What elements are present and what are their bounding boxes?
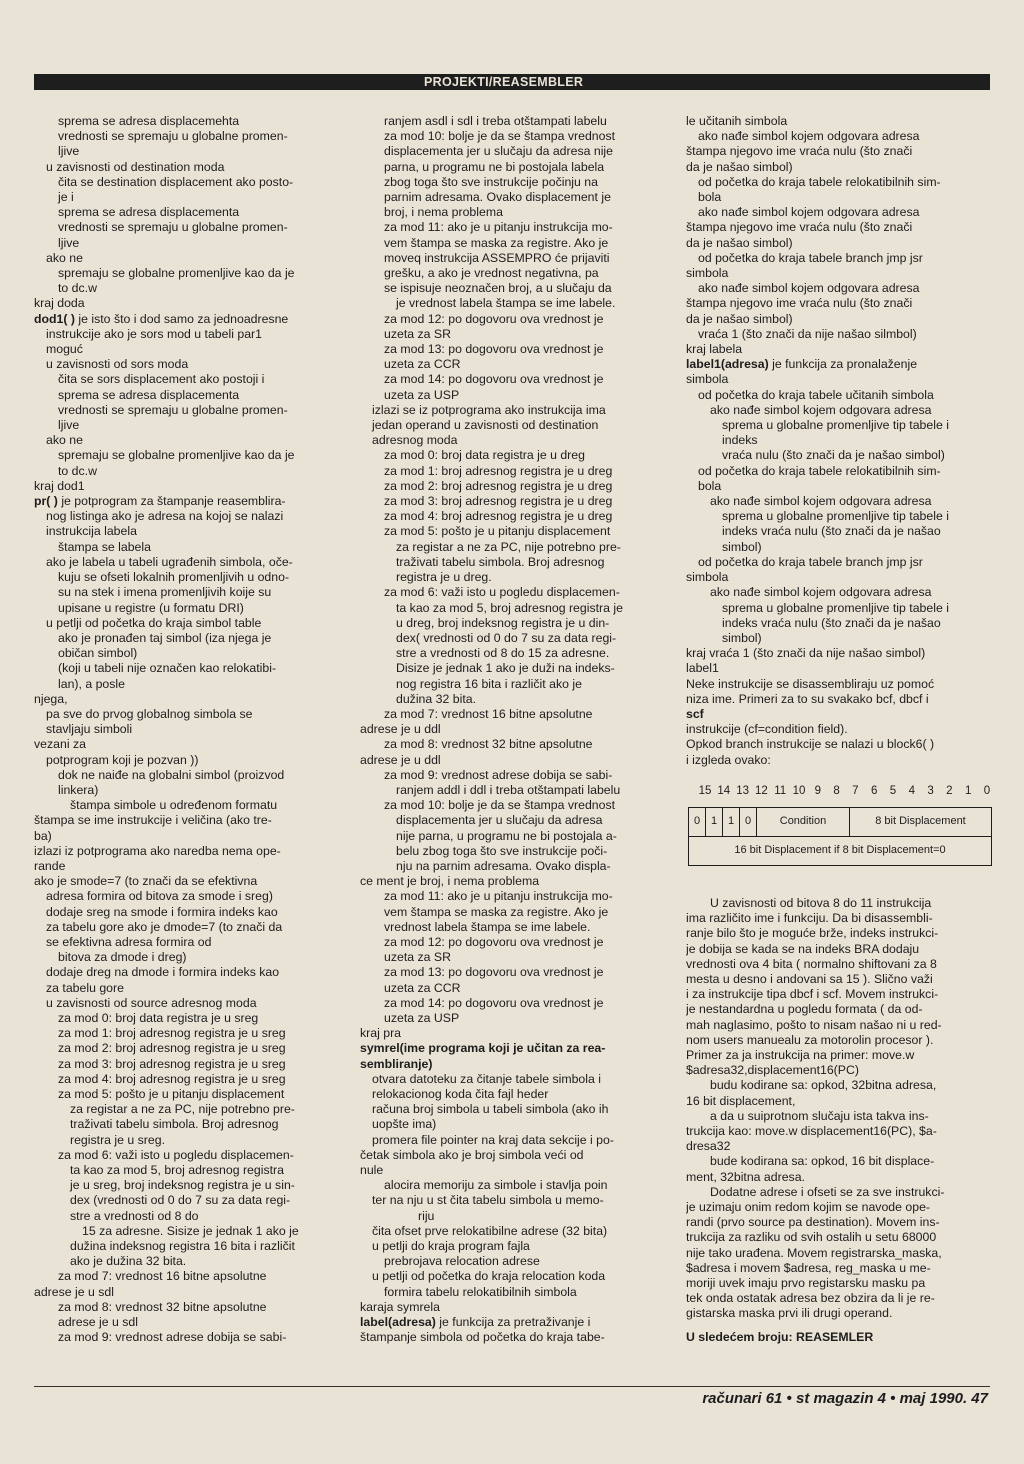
- text-line: vem štampa se maska za registre. Ako je: [384, 235, 609, 250]
- text-line: sprema u globalne promenljive tip tabele i: [722, 418, 949, 433]
- text-line: linkera): [58, 782, 99, 797]
- text-line: mesta u desno i andovani sa 15 ). Slično važi: [686, 971, 933, 986]
- text-line: za mod 12: po dogovoru ova vrednost je: [384, 934, 604, 949]
- text-line: potprogram koji je pozvan )): [46, 752, 199, 767]
- text-line: za mod 0: broj data registra je u dreg: [384, 448, 585, 463]
- text-line: upisane u registre (u formatu DRI): [58, 600, 244, 615]
- text-line: štampa se labela: [58, 539, 151, 554]
- text-line: Disize je jednak 1 ako je duži na indeks-: [396, 661, 615, 676]
- text-line: za mod 5: pošto je u pitanju displacement: [58, 1087, 285, 1101]
- text-line: simbola: [686, 266, 729, 281]
- text-line: vrednosti se spremaju u globalne promen-: [58, 129, 288, 144]
- text-line: dodaje sreg na smode i formira indeks kao: [46, 904, 278, 919]
- bit-number: 3: [927, 784, 934, 797]
- text-line: adresnog moda: [372, 433, 458, 448]
- bit-number: 0: [983, 784, 991, 797]
- text-line: dužina 32 bita.: [396, 691, 476, 706]
- text-line: za tabelu gore ako je dmode=7 (to znači da: [46, 919, 283, 934]
- text-line: vrednosti se spremaju u globalne promen-: [58, 220, 288, 235]
- text-line: kraj pra: [360, 1026, 402, 1041]
- bottom-rule: [34, 1386, 990, 1387]
- format-cell: 1: [723, 807, 740, 836]
- text-line: za mod 1: broj adresnog registra je u dreg: [384, 463, 613, 478]
- text-line: vrednost labela štampa se ime labele.: [384, 919, 591, 934]
- bit-number: 8: [833, 784, 840, 797]
- text-line: nju na parnim adresama. Ovako displa-: [396, 858, 611, 873]
- text-line: stre a vrednosti od 8 do 15 za adresne.: [396, 646, 610, 661]
- text-line: za mod 2: broj adresnog registra je u sreg: [58, 1041, 286, 1056]
- text-line: nije parna, u programu ne bi postojala a-: [396, 828, 617, 843]
- text-line: simbola: [686, 570, 729, 585]
- text-line: ako nađe simbol kojem odgovara adresa: [710, 494, 932, 509]
- text-line: adrese je u sdl: [58, 1315, 138, 1330]
- column-3: [686, 114, 992, 1345]
- text-line: ako nađe simbol kojem odgovara adresa: [710, 585, 932, 600]
- text-line: uzeta za CCR: [384, 357, 461, 372]
- text-line: parnim adresama. Ovako displacement je: [384, 190, 611, 205]
- text-line: vezani za: [34, 737, 86, 752]
- text-line: za mod 4: broj adresnog registra je u dreg: [384, 509, 613, 524]
- text-line: i za instrukcije tipa dbcf i scf. Movem instrukci-: [686, 987, 939, 1002]
- function-name: label(adresa): [360, 1315, 436, 1330]
- text-line: uzeta za SR: [384, 326, 451, 341]
- text-line: za mod 8: vrednost 32 bitne apsolutne: [384, 737, 593, 752]
- text-line: [34, 494, 340, 509]
- text-line: sprema se adresa displacementa: [58, 387, 240, 402]
- text-line: jedan operand u zavisnosti od destination: [372, 418, 599, 433]
- text-line: za mod 14: po dogovoru ova vrednost je: [384, 995, 604, 1010]
- text-line: relokacionog koda čita fajl heder: [372, 1087, 549, 1101]
- text-line: kraj labela: [686, 342, 743, 357]
- text-line: od početka do kraja tabele relokatibilnih sim-: [698, 174, 941, 189]
- text-line: je u sreg, broj indeksnog registra je u sin-: [70, 1178, 295, 1193]
- text-line: ima različito ime i funkciju. Da bi disassembli-: [686, 911, 933, 926]
- text-line: prebrojava relocation adrese: [384, 1254, 540, 1269]
- text-line: od početka do kraja tabele relokatibilnih sim-: [698, 463, 941, 478]
- text-line: za mod 3: broj adresnog registra je u sreg: [58, 1056, 286, 1071]
- text-rest: je funkcija za pretraživanje i: [435, 1315, 591, 1330]
- text-line: štampa njegovo ime vraća nulu (što znači: [686, 296, 913, 311]
- text-line: se ispisuje neoznačen broj, a u slučaju da: [384, 281, 612, 296]
- bit-number: 12: [754, 784, 768, 797]
- text-line: za mod 9: vrednost adrese dobija se sabi-: [384, 767, 613, 782]
- text-line: je uzimaju onim redom kojim se navode ope-: [686, 1200, 931, 1214]
- text-line: za mod 13: po dogovoru ova vrednost je: [384, 965, 604, 980]
- text-line: a da u suiprotnom slučaju ista takva ins-: [710, 1108, 929, 1123]
- text-line: se efektivna adresa formira od: [46, 934, 212, 949]
- text-line: nog listinga ako je adresa na kojoj se nalazi: [46, 509, 284, 524]
- text-line: bitova za dmode i dreg): [58, 950, 187, 965]
- text-line: za mod 5: pošto je u pitanju displacement: [384, 524, 611, 539]
- text-line: spremaju se globalne promenljive kao da je: [58, 448, 295, 463]
- text-line: u zavisnosti od sors moda: [46, 357, 189, 372]
- text-line: simbola: [686, 372, 729, 387]
- text-line: od početka do kraja tabele učitanih simbola: [698, 387, 934, 402]
- text-line: ta kao za mod 5, broj adresnog registra: [70, 1163, 284, 1178]
- text-line: instrukcije ako je sors mod u tabeli par1: [46, 326, 262, 341]
- text-line: moveq instrukcija ASSEMPRO će prijaviti: [384, 250, 610, 265]
- text-line: bola: [698, 190, 722, 205]
- text-line: dužina indeksnog registra 16 bita i različit: [70, 1239, 295, 1254]
- text-line: je nestandardna u pogledu formata ( da od-: [686, 1002, 923, 1017]
- bit-number: 9: [814, 784, 821, 797]
- text-rest: je potprogram za štampanje reasemblira-: [57, 494, 286, 509]
- function-name: label1(adresa): [686, 357, 769, 372]
- text-line: ranje bilo što je moguće brže, indeks instrukci-: [686, 926, 939, 941]
- text-line: niza ime. Primeri za to su svakako bcf, dbcf i: [686, 691, 929, 706]
- text-line: stavljaju simboli: [46, 722, 133, 737]
- text-line: uzeta za CCR: [384, 980, 461, 995]
- bit-number: 5: [889, 784, 897, 797]
- text-line: bola: [698, 478, 722, 493]
- text-line: ter na nju u st čita tabelu simbola u memo-: [372, 1193, 604, 1208]
- text-line: Primer za ja instrukcija na primer: move.w: [686, 1047, 915, 1062]
- text-line: broj, i nema problema: [384, 205, 503, 220]
- text-line: sembliranje): [360, 1056, 433, 1071]
- text-line: ako nađe simbol kojem odgovara adresa: [710, 402, 932, 417]
- text-line: da je našao simbol): [686, 159, 793, 174]
- text-line: $adresa i movem $adresa, reg_maska u me-: [686, 1260, 931, 1275]
- column-2: [360, 114, 666, 1345]
- text-line: za mod 6: važi isto u pogledu displacemen-: [384, 585, 620, 600]
- text-line: štampanje simbola od početka do kraja tabe-: [360, 1330, 605, 1345]
- text-line: 16 bit displacement,: [686, 1093, 796, 1108]
- text-line: izlazi se iz potprograma ako instrukcija ima: [372, 402, 606, 417]
- format-row-2: [689, 836, 992, 865]
- text-line: da je našao simbol): [686, 235, 793, 250]
- column-1: [34, 114, 340, 1345]
- text-line: u petlji od početka do kraja relocation koda: [372, 1269, 606, 1284]
- text-line: štampa simbole u određenom formatu: [70, 798, 278, 813]
- text-line: dok ne naiđe na globalni simbol (proizvod: [58, 767, 285, 782]
- text-line: registra je u sreg.: [70, 1132, 166, 1147]
- format-cell: 0: [740, 807, 757, 836]
- text-line: je dobija se kada se na indeks BRA dodaju: [686, 941, 920, 956]
- text-line: ako je pronađen taj simbol (iza njega je: [58, 630, 272, 645]
- text-line: instrukcija labela: [46, 524, 137, 539]
- text-line: za registar a ne za PC, nije potrebno pre-: [396, 539, 621, 554]
- text-line: label1: [686, 661, 719, 676]
- text-line: rande: [34, 858, 66, 873]
- text-line: nule: [360, 1163, 384, 1178]
- column-3-text-bottom: [686, 896, 992, 1322]
- text-line: ako ne: [46, 433, 83, 448]
- function-name: pr( ): [34, 494, 58, 509]
- text-line: nije tako urađena. Movem registrarska_maska,: [686, 1245, 942, 1260]
- text-line: ljive: [58, 418, 80, 433]
- text-line: uopšte ima): [372, 1117, 437, 1132]
- text-line: četak simbola ako je broj simbola veći od: [360, 1147, 584, 1162]
- text-line: za mod 10: bolje je da se štampa vrednost: [384, 798, 616, 813]
- text-line: u petlji do kraja program fajla: [372, 1239, 530, 1254]
- page-footer: računari 61 • st magazin 4 • maj 1990. 47: [702, 1390, 988, 1407]
- text-line: u dreg, broj indeksnog registra je u din-: [396, 615, 610, 630]
- text-line: belu zbog toga što sve instrukcije poči-: [396, 843, 608, 858]
- text-line: u zavisnosti od source adresnog moda: [46, 995, 257, 1010]
- text-line: promera file pointer na kraj data sekcije i po-: [372, 1132, 614, 1147]
- bit-numbers-row: [686, 784, 996, 799]
- section-title: PROJEKTI/REASEMBLER: [418, 74, 589, 90]
- text-line: (koji u tabeli nije označen kao relokatibi-: [58, 661, 277, 676]
- text-line: za mod 12: po dogovoru ova vrednost je: [384, 311, 604, 326]
- text-line: dex (vrednosti od 0 do 7 su za data regi-: [70, 1193, 291, 1208]
- function-name: dod1( ): [34, 311, 75, 326]
- bit-number: 15: [698, 784, 712, 797]
- text-line: za mod 7: vrednost 16 bitne apsolutne: [384, 706, 593, 721]
- text-line: za mod 11: ako je u pitanju instrukcija mo-: [384, 220, 613, 235]
- text-line: displacementa jer u slučaju da adresa: [396, 813, 603, 828]
- text-line: štampa se ime instrukcije i veličina (ako tre-: [34, 813, 272, 828]
- text-line: randi (prvo source pa destination). Movem ins-: [686, 1215, 940, 1230]
- text-line: za mod 14: po dogovoru ova vrednost je: [384, 372, 604, 387]
- text-line: sprema u globalne promenljive tip tabele i: [722, 600, 949, 615]
- text-line: ranjem addl i ddl i treba otštampati labelu: [396, 782, 621, 797]
- text-line: od početka do kraja tabele branch jmp jsr: [698, 554, 923, 569]
- text-line: njega,: [34, 691, 68, 706]
- text-line: registra je u dreg.: [396, 570, 492, 585]
- text-line: u zavisnosti od destination moda: [46, 159, 225, 174]
- text-line: 15 za adresne. Sisize je jednak 1 ako je: [82, 1223, 299, 1238]
- bit-number: 10: [792, 784, 806, 797]
- text-line: [34, 312, 340, 327]
- text-line: su na stek i imena promenljivih koije su: [58, 585, 272, 600]
- text-line: čita se sors displacement ako postoji i: [58, 372, 265, 387]
- text-line: vraća nulu (što znači da je našao simbol): [722, 448, 945, 463]
- text-line: za mod 1: broj adresnog registra je u sreg: [58, 1026, 286, 1041]
- text-line: trukcija za razliku od svih ostalih u setu 68000: [686, 1230, 937, 1245]
- text-line: čita ofset prve relokatibilne adrese (32 bita): [372, 1223, 608, 1238]
- text-line: je i: [58, 190, 74, 205]
- bit-number: 11: [774, 784, 787, 797]
- text-line: za mod 10: bolje je da se štampa vrednost: [384, 129, 616, 144]
- text-line: za mod 13: po dogovoru ova vrednost je: [384, 342, 604, 357]
- text-line: ranjem asdl i sdl i treba otštampati labelu: [384, 114, 607, 128]
- text-line: štampa njegovo ime vraća nulu (što znači: [686, 144, 913, 159]
- text-line: kraj vraća 1 (što znači da nije našao simbol): [686, 646, 926, 661]
- text-line: alocira memoriju za simbole i stavlja poin: [384, 1178, 608, 1193]
- text-line: za mod 8: vrednost 32 bitne apsolutne: [58, 1299, 267, 1314]
- text-line: ce ment je broj, i nema problema: [360, 874, 540, 889]
- text-line: spremaju se globalne promenljive kao da je: [58, 266, 295, 281]
- text-line: Opkod branch instrukcije se nalazi u block6( ): [686, 737, 935, 752]
- text-line: trukcija kao: move.w displacement16(PC), $a-: [686, 1123, 937, 1138]
- text-line: dresa32: [686, 1139, 731, 1154]
- text-line: uzeta za USP: [384, 387, 460, 402]
- next-issue-note: U sledećem broju: REASEMLER: [686, 1329, 874, 1344]
- format-cell: 1: [706, 807, 723, 836]
- text-line: vem štampa se maska za registre. Ako je: [384, 904, 609, 919]
- text-line: za mod 9: vrednost adrese dobija se sabi-: [58, 1330, 287, 1345]
- format-cell: 0: [689, 807, 706, 836]
- text-line: adrese je u ddl: [360, 722, 441, 737]
- text-line: pa sve do prvog globalnog simbola se: [46, 706, 253, 721]
- bit-number: 2: [946, 784, 953, 797]
- text-line: kuju se ofseti lokalnih promenljivih u odno-: [58, 570, 290, 585]
- text-line: moguć: [46, 342, 83, 357]
- text-line: za mod 3: broj adresnog registra je u dreg: [384, 494, 613, 509]
- text-line: gistarska maska prvi ili drugi operand.: [686, 1306, 893, 1321]
- bit-number: 6: [870, 784, 878, 797]
- text-line: $adresa32,displacement16(PC): [686, 1063, 859, 1078]
- text-line: ba): [34, 828, 52, 843]
- text-line: karaja symrela: [360, 1299, 440, 1314]
- text-line: dex( vrednosti od 0 do 7 su za data regi-: [396, 630, 617, 645]
- text-line: za mod 11: ako je u pitanju instrukcija mo-: [384, 889, 613, 904]
- text-line: štampa njegovo ime vraća nulu (što znači: [686, 220, 913, 235]
- text-line: lan), a posle: [58, 676, 125, 691]
- text-line: parna, u programu ne bi postojala labela: [384, 159, 605, 174]
- text-line: ako je labela u tabeli ugrađenih simbola, oče-: [46, 554, 293, 569]
- text-line: za mod 7: vrednost 16 bitne apsolutne: [58, 1269, 267, 1284]
- text-line: adresa formira od bitova za smode i sreg): [46, 889, 273, 904]
- text-line: sprema se adresa displacemehta: [58, 114, 240, 128]
- text-line: displacementa jer u slučaju da adresa nije: [384, 144, 613, 159]
- text-line: sprema u globalne promenljive tip tabele i: [722, 509, 949, 524]
- text-line: računa broj simbola u tabeli simbola (ako ih: [372, 1102, 609, 1117]
- text-line: vrednosti ova 4 bita ( normalno shiftovani za 8: [686, 956, 937, 971]
- text-line: formira tabelu relokatibilnih simbola: [384, 1284, 577, 1299]
- text-line: za mod 4: broj adresnog registra je u sreg: [58, 1071, 286, 1086]
- text-line: ako je dužina 32 bita.: [70, 1254, 187, 1269]
- text-line: za mod 2: broj adresnog registra je u dreg: [384, 478, 613, 493]
- text-line: Neke instrukcije se disassembliraju uz pomoć: [686, 676, 935, 691]
- text-line: le učitanih simbola: [686, 114, 788, 128]
- bit-number: 4: [908, 784, 915, 797]
- format-cell-condition: Condition: [757, 807, 850, 836]
- text-line: indeks vraća nulu (što znači da je našao: [722, 615, 941, 630]
- format-cell-displacement: 8 bit Displacement: [850, 807, 992, 836]
- text-line: simbol): [722, 539, 762, 554]
- text-line: scf: [686, 706, 704, 721]
- text-line: U zavisnosti od bitova 8 do 11 instrukcija: [710, 895, 932, 910]
- text-line: moriji uvek imaju prvo registarsku masku pa: [686, 1276, 926, 1291]
- text-line: indeks: [722, 433, 758, 448]
- text-line: ako nađe simbol kojem odgovara adresa: [698, 129, 920, 144]
- text-line: ako nađe simbol kojem odgovara adresa: [698, 205, 920, 220]
- text-line: [686, 357, 992, 372]
- text-line: indeks vraća nulu (što znači da je našao: [722, 524, 941, 539]
- format-cell-16bit: 16 bit Displacement if 8 bit Displacement=0: [689, 836, 992, 865]
- text-line: bude kodirana sa: opkod, 16 bit displace-: [710, 1154, 935, 1169]
- text-line: izlazi iz potprograma ako naredba nema ope-: [34, 843, 281, 858]
- text-line: otvara datoteku za čitanje tabele simbola i: [372, 1071, 601, 1086]
- text-line: ta kao za mod 5, broj adresnog registra je: [396, 600, 623, 615]
- text-line: ljive: [58, 235, 80, 250]
- text-line: kraj doda: [34, 296, 85, 311]
- text-rest: je isto što i dod samo za jednoadresne: [74, 311, 289, 326]
- bit-number: 1: [964, 784, 972, 797]
- text-line: zbog toga što sve instrukcije počinju na: [384, 174, 598, 189]
- text-line: adrese je u ddl: [360, 752, 441, 767]
- text-line: nog registra 16 bita i različit ako je: [396, 676, 582, 691]
- text-line: vraća 1 (što znači da nije našao silmbol): [698, 326, 917, 341]
- text-line: traživati tabelu simbola. Broj adresnog: [396, 554, 605, 569]
- branch-opcode-format-table: [688, 807, 992, 866]
- text-line: [360, 1315, 666, 1330]
- text-line: u petlji od početka do kraja simbol table: [46, 615, 262, 630]
- format-row-1: [689, 807, 992, 836]
- bit-number: 14: [717, 784, 731, 797]
- text-line: symrel(ime programa koji je učitan za rea-: [360, 1041, 606, 1056]
- bit-number: 7: [852, 784, 859, 797]
- text-line: tek onda ostatak adresa bez obzira da li je re-: [686, 1291, 935, 1306]
- text-line: ako ne: [46, 250, 83, 265]
- text-line: uzeta za SR: [384, 950, 451, 965]
- text-line: od početka do kraja tabele branch jmp jsr: [698, 250, 923, 265]
- text-line: ment, 32bitna adresa.: [686, 1169, 805, 1184]
- text-line: simbol): [722, 630, 762, 645]
- text-line: ako je smode=7 (to znači da se efektivna: [34, 874, 258, 889]
- text-rest: je funkcija za pronalaženje: [768, 357, 918, 372]
- text-line: instrukcije (cf=condition field).: [686, 722, 848, 737]
- text-line: grešku, a ako je vrednost negativna, pa: [384, 266, 599, 281]
- text-line: i izgleda ovako:: [686, 752, 771, 767]
- text-line: dodaje dreg na dmode i formira indeks kao: [46, 965, 280, 980]
- text-line: sprema se adresa displacementa: [58, 205, 240, 220]
- text-line: Dodatne adrese i ofseti se za sve instrukci-: [710, 1184, 945, 1199]
- text-line: to dc.w: [58, 463, 97, 478]
- text-line: nom users manuealu za motorolin procesor ).: [686, 1032, 934, 1047]
- text-line: ako nađe simbol kojem odgovara adresa: [698, 281, 920, 296]
- text-line: to dc.w: [58, 281, 97, 296]
- text-line: stre a vrednosti od 8 do: [70, 1208, 199, 1223]
- text-line: ljive: [58, 144, 80, 159]
- column-3-text-top: [686, 114, 992, 768]
- text-line: mah naglasimo, pošto to nisam našao ni u red-: [686, 1017, 942, 1032]
- text-line: traživati tabelu simbola. Broj adresnog: [70, 1117, 279, 1132]
- text-line: vrednosti se spremaju u globalne promen-: [58, 402, 288, 417]
- text-line: je vrednost labela štampa se ime labele.: [396, 296, 616, 311]
- text-line: uzeta za USP: [384, 1010, 460, 1025]
- text-line: da je našao simbol): [686, 311, 793, 326]
- text-line: običan simbol): [58, 646, 138, 661]
- text-line: čita se destination displacement ako posto-: [58, 174, 294, 189]
- text-line: za mod 0: broj data registra je u sreg: [58, 1010, 259, 1025]
- text-line: budu kodirane sa: opkod, 32bitna adresa,: [710, 1078, 937, 1093]
- text-line: adrese je u sdl: [34, 1284, 114, 1299]
- text-line: riju: [418, 1208, 435, 1223]
- text-line: za tabelu gore: [46, 980, 124, 995]
- bit-number: 13: [736, 784, 749, 797]
- text-line: kraj dod1: [34, 478, 85, 493]
- text-line: za registar a ne za PC, nije potrebno pre-: [70, 1102, 295, 1117]
- text-line: za mod 6: važi isto u pogledu displacemen-: [58, 1147, 294, 1162]
